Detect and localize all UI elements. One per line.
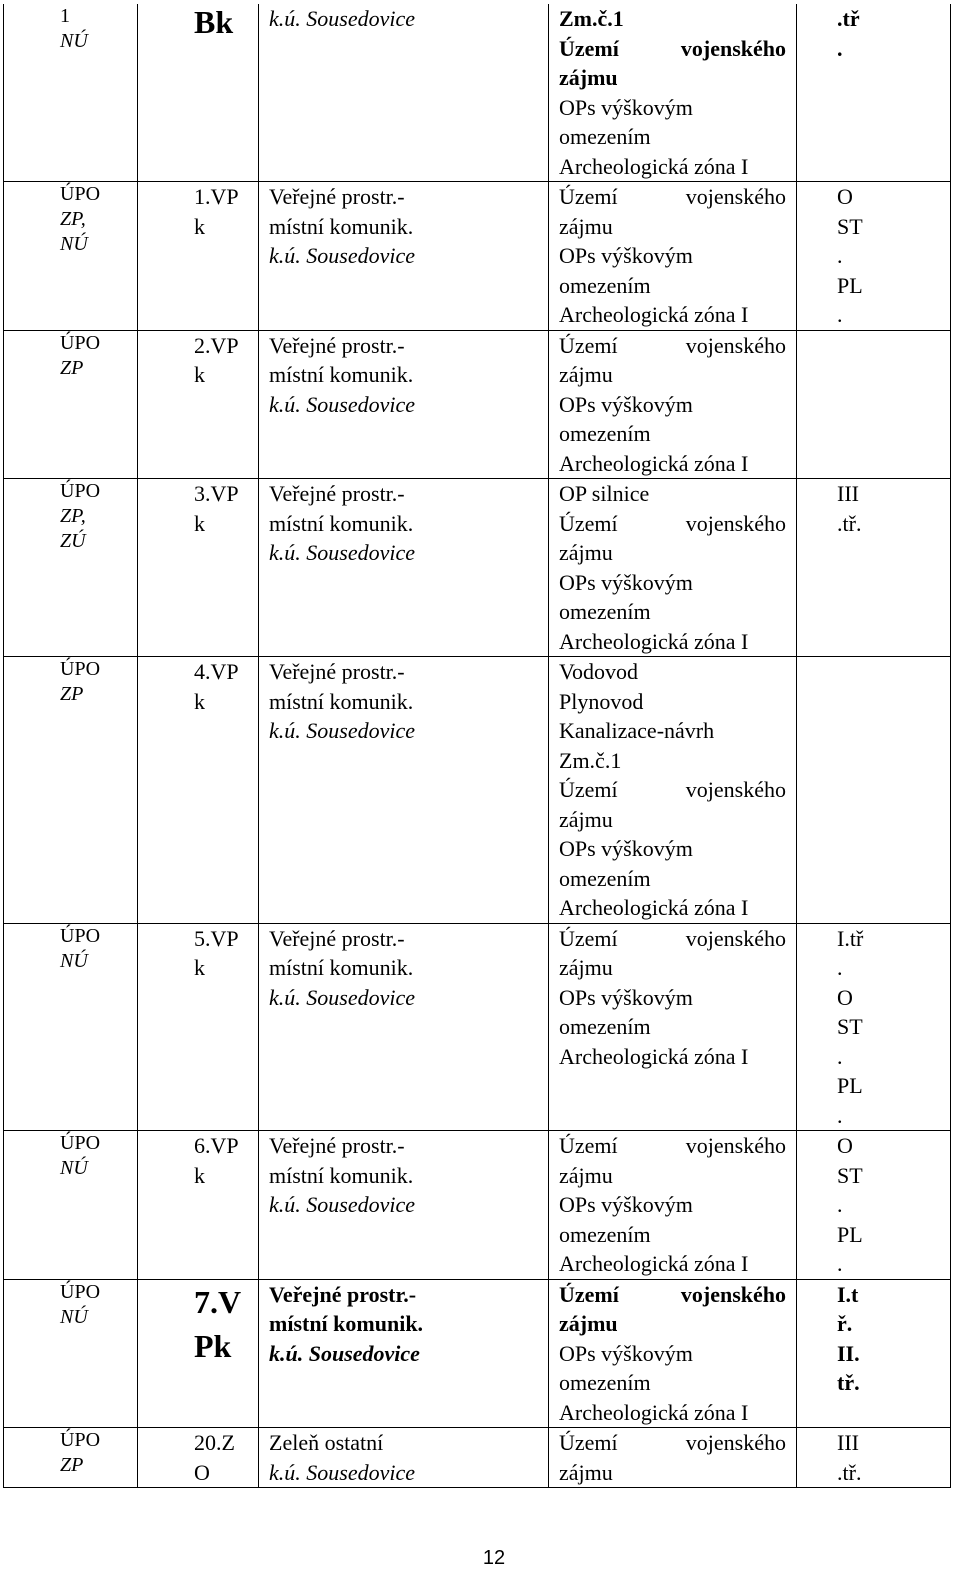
table-body <box>4 4 951 1488</box>
row-cadastral-area: k.ú. Sousedovice <box>269 718 415 743</box>
row-id: ÚPO <box>60 331 101 354</box>
table-row <box>4 479 951 657</box>
row-limit-line: omezením <box>559 421 651 446</box>
row-name-cell <box>259 1131 549 1280</box>
row-limit-line <box>559 1131 786 1161</box>
row-cadastral-area: k.ú. Sousedovice <box>269 243 415 268</box>
row-id-sub: ZP <box>60 356 84 379</box>
row-id: ÚPO <box>60 183 101 205</box>
table-row <box>4 330 951 479</box>
row-limit-line: OPs výškovým <box>559 984 693 1010</box>
row-name-cell <box>259 657 549 924</box>
row-limit-line: Zm.č.1 <box>559 747 622 773</box>
row-name-line: místní komunik. <box>269 955 414 980</box>
row-code: 1.VP <box>194 184 239 209</box>
limit-word: vojenského <box>685 777 786 802</box>
row-code: Bk <box>194 4 234 40</box>
row-id: ÚPO <box>60 924 101 947</box>
row-id-cell <box>4 182 138 331</box>
row-id: ÚPO <box>60 1280 101 1303</box>
row-cadastral-area: k.ú. Sousedovice <box>269 540 415 565</box>
table-row <box>4 4 951 182</box>
land-use-table <box>3 4 951 1488</box>
row-limit-line <box>559 1280 786 1310</box>
row-level-line: .tř. <box>837 510 862 536</box>
row-level-line: O <box>837 184 853 209</box>
row-limits-cell <box>549 1279 797 1428</box>
row-code: 4.VP <box>194 659 239 684</box>
row-limit-line: zájmu <box>559 1459 613 1485</box>
row-level-line: . <box>837 1102 843 1128</box>
row-code: 20.Z <box>194 1430 235 1455</box>
limit-word: vojenského <box>685 510 786 536</box>
limit-word: Území <box>559 510 618 536</box>
row-id-sub: ZP <box>60 1454 84 1476</box>
table-row <box>4 923 951 1131</box>
row-name-cell <box>259 330 549 479</box>
table-row <box>4 1428 951 1488</box>
row-limit-line: OPs výškovým <box>559 391 693 417</box>
page-number: 12 <box>482 1547 506 1569</box>
row-code-cell <box>138 657 259 924</box>
row-level-line: PL <box>837 1221 863 1247</box>
row-limit-line: omezením <box>559 1014 651 1039</box>
row-limit-line: Kanalizace-návrh <box>559 718 715 743</box>
row-code: k <box>194 955 205 980</box>
row-id-cell <box>4 657 138 924</box>
row-limit-line <box>559 924 786 954</box>
row-code-cell <box>138 1131 259 1280</box>
row-name-line: místní komunik. <box>269 1162 414 1188</box>
row-level-line: III <box>837 1430 859 1455</box>
row-name-cell <box>259 479 549 657</box>
row-cadastral-area: k.ú. Sousedovice <box>269 1340 420 1366</box>
row-level-cell <box>797 330 951 479</box>
row-limit-line <box>559 775 786 805</box>
row-level-line: ST <box>837 213 863 239</box>
row-code-cell <box>138 1279 259 1428</box>
row-limit-line: zájmu <box>559 362 613 387</box>
limit-word: vojenského <box>685 925 786 951</box>
row-limit-line: zájmu <box>559 1311 618 1336</box>
row-level-line: . <box>837 1251 843 1276</box>
row-limit-line: Plynovod <box>559 688 644 714</box>
row-limits-cell <box>549 330 797 479</box>
table-row <box>4 182 951 331</box>
row-level-line: . <box>837 35 843 61</box>
row-limit-line: Archeologická zóna I <box>559 450 749 476</box>
limit-word: vojenského <box>685 184 786 209</box>
row-id-sub: ZP, NÚ <box>60 208 88 255</box>
row-id: 1 <box>60 5 70 27</box>
row-level-cell <box>797 1131 951 1280</box>
row-name-line: Veřejné prostr.- <box>269 1133 405 1158</box>
row-limits-cell <box>549 1428 797 1488</box>
row-level-line: I.t <box>837 1281 859 1307</box>
row-limit-line: OPs výškovým <box>559 1340 693 1366</box>
row-name-cell <box>259 182 549 331</box>
row-id-cell <box>4 1131 138 1280</box>
table-row <box>4 1279 951 1428</box>
limit-word: Území <box>559 184 618 209</box>
row-id-sub: NÚ <box>60 949 88 972</box>
row-limit-line: Zm.č.1 <box>559 6 624 31</box>
limit-word: vojenského <box>680 1281 786 1307</box>
row-id: ÚPO <box>60 1429 101 1451</box>
row-limit-line <box>559 34 786 64</box>
table-row <box>4 1131 951 1280</box>
row-level-line: ř. <box>837 1311 853 1336</box>
row-limits-cell <box>549 182 797 331</box>
row-limit-line: Vodovod <box>559 659 639 684</box>
row-level-line: . <box>837 302 843 327</box>
row-id-cell <box>4 1279 138 1428</box>
row-limit-line <box>559 182 786 212</box>
row-name-line: Veřejné prostr.- <box>269 659 405 684</box>
row-level-line: .tř. <box>837 1459 862 1485</box>
row-id-sub: ZP <box>60 683 84 705</box>
row-id-cell <box>4 1428 138 1488</box>
row-name-line: Veřejné prostr.- <box>269 184 405 209</box>
row-code: k <box>194 213 205 239</box>
row-name-line: Veřejné prostr.- <box>269 481 405 506</box>
row-id-cell <box>4 330 138 479</box>
row-code: 5.VP <box>194 925 239 951</box>
row-id-cell <box>4 479 138 657</box>
row-level-cell <box>797 657 951 924</box>
row-level-line: O <box>837 1133 853 1158</box>
row-name-line: místní komunik. <box>269 688 414 714</box>
row-limit-line: zájmu <box>559 540 613 565</box>
row-code: k <box>194 688 205 714</box>
limit-word: vojenského <box>685 332 786 358</box>
row-name-line: Veřejné prostr.- <box>269 925 405 951</box>
row-limit-line: Archeologická zóna I <box>559 1043 749 1069</box>
row-limit-line: Archeologická zóna I <box>559 153 749 179</box>
row-cadastral-area: k.ú. Sousedovice <box>269 391 415 417</box>
row-level-cell <box>797 4 951 182</box>
row-level-line: . <box>837 955 843 980</box>
row-level-line: ST <box>837 1014 863 1039</box>
table-row <box>4 657 951 924</box>
row-id: ÚPO <box>60 480 101 502</box>
limit-word: Území <box>559 1281 619 1307</box>
row-name-cell <box>259 1279 549 1428</box>
row-limit-line <box>559 331 786 361</box>
row-code: 2.VP <box>194 332 239 358</box>
row-level-line: O <box>837 984 853 1010</box>
row-id-sub: NÚ <box>60 1305 88 1328</box>
row-limit-line: zájmu <box>559 213 613 239</box>
row-limit-line: omezením <box>559 599 651 624</box>
row-code-cell <box>138 182 259 331</box>
row-name-cell <box>259 4 549 182</box>
row-name-line: místní komunik. <box>269 1311 424 1336</box>
row-code: k <box>194 1162 205 1188</box>
row-code-cell <box>138 1428 259 1488</box>
row-cadastral-area: k.ú. Sousedovice <box>269 6 415 31</box>
row-id-sub: ZP, ZÚ <box>60 505 86 552</box>
row-name-line: Veřejné prostr.- <box>269 1281 417 1307</box>
row-limits-cell <box>549 657 797 924</box>
row-limit-line: omezením <box>559 865 651 891</box>
row-level-line: PL <box>837 1073 863 1098</box>
row-code: k <box>194 362 205 387</box>
limit-word: Území <box>559 332 618 358</box>
row-limit-line <box>559 509 786 539</box>
row-code-cell <box>138 923 259 1131</box>
row-level-cell <box>797 1428 951 1488</box>
row-name-line: místní komunik. <box>269 213 414 239</box>
row-cadastral-area: k.ú. Sousedovice <box>269 984 415 1010</box>
row-level-line: ST <box>837 1162 863 1188</box>
row-limit-line: omezením <box>559 1221 651 1247</box>
limit-word: Území <box>559 777 618 802</box>
row-id-sub: NÚ <box>60 1157 88 1179</box>
row-limit-line: OPs výškovým <box>559 569 693 595</box>
row-limit-line: zájmu <box>559 1162 613 1188</box>
row-code: k <box>194 510 205 536</box>
row-level-line: . <box>837 243 843 268</box>
row-level-line: I.tř <box>837 925 864 951</box>
row-limit-line: omezením <box>559 1370 651 1395</box>
row-limit-line: zájmu <box>559 65 618 90</box>
row-cadastral-area: k.ú. Sousedovice <box>269 1192 415 1217</box>
row-limit-line: zájmu <box>559 955 613 980</box>
row-name-cell <box>259 923 549 1131</box>
row-name-line: místní komunik. <box>269 362 414 387</box>
row-level-cell <box>797 182 951 331</box>
row-id-cell <box>4 923 138 1131</box>
row-limit-line: Archeologická zóna I <box>559 1251 749 1276</box>
row-level-line: .tř <box>837 6 860 31</box>
row-level-line: tř. <box>837 1370 860 1395</box>
row-name-line: Veřejné prostr.- <box>269 332 405 358</box>
row-code: 3.VP <box>194 481 239 506</box>
limit-word: vojenského <box>685 1133 786 1158</box>
row-limit-line: OPs výškovým <box>559 94 693 120</box>
row-name-cell <box>259 1428 549 1488</box>
row-limit-line: Archeologická zóna I <box>559 895 749 920</box>
row-level-line: . <box>837 1192 843 1217</box>
row-limit-line: OP silnice <box>559 481 650 506</box>
row-level-line: PL <box>837 272 863 298</box>
row-limit-line: OPs výškovým <box>559 243 693 268</box>
row-cadastral-area: k.ú. Sousedovice <box>269 1459 415 1485</box>
row-level-line: III <box>837 481 859 506</box>
row-code: Pk <box>194 1327 232 1364</box>
limit-word: vojenského <box>685 1430 786 1455</box>
row-code: 7.V <box>194 1283 242 1320</box>
row-limits-cell <box>549 479 797 657</box>
row-limit-line <box>559 1428 786 1458</box>
row-id-cell <box>4 4 138 182</box>
row-limits-cell <box>549 1131 797 1280</box>
row-code: 6.VP <box>194 1133 239 1158</box>
row-limits-cell <box>549 923 797 1131</box>
limit-word: Území <box>559 35 619 61</box>
row-name-line: Zeleň ostatní <box>269 1430 384 1455</box>
row-limit-line: Archeologická zóna I <box>559 302 749 327</box>
row-limit-line: Archeologická zóna I <box>559 1399 749 1425</box>
row-level-cell <box>797 923 951 1131</box>
limit-word: vojenského <box>680 35 786 61</box>
limit-word: Území <box>559 1430 618 1455</box>
row-code-cell <box>138 479 259 657</box>
row-id: ÚPO <box>60 658 101 680</box>
row-limit-line: Archeologická zóna I <box>559 628 749 654</box>
row-limit-line: OPs výškovým <box>559 1192 693 1217</box>
row-level-line: II. <box>837 1340 860 1366</box>
row-code-cell <box>138 4 259 182</box>
row-level-line: . <box>837 1043 843 1069</box>
row-limit-line: omezením <box>559 124 651 149</box>
row-limit-line: zájmu <box>559 806 613 832</box>
row-code: O <box>194 1459 210 1485</box>
row-level-cell <box>797 1279 951 1428</box>
row-name-line: místní komunik. <box>269 510 414 536</box>
row-code-cell <box>138 330 259 479</box>
row-id-sub: NÚ <box>60 30 88 52</box>
row-limits-cell <box>549 4 797 182</box>
row-level-cell <box>797 479 951 657</box>
limit-word: Území <box>559 1133 618 1158</box>
row-id: ÚPO <box>60 1132 101 1154</box>
limit-word: Území <box>559 925 618 951</box>
row-limit-line: omezením <box>559 272 651 298</box>
row-limit-line: OPs výškovým <box>559 836 693 861</box>
